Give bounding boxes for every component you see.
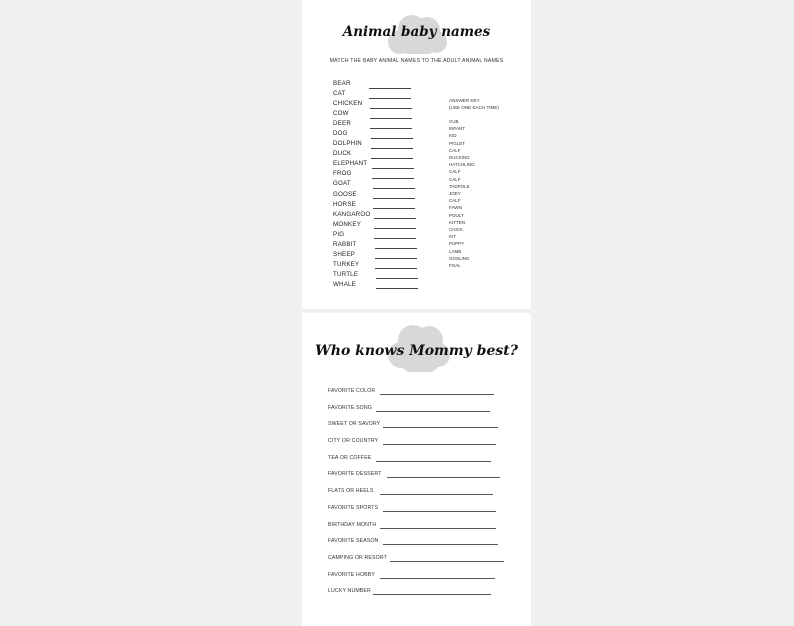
who-knows-mommy-best-sheet: [302, 313, 531, 626]
answer-key-item: KITTEN: [449, 219, 466, 225]
answer-blank: [372, 178, 414, 179]
answer-key: [449, 97, 524, 269]
question-label: FAVORITE SEASON: [328, 538, 379, 545]
answer-key-item: KID: [449, 133, 457, 139]
animal-row: [333, 281, 433, 291]
animal-row: [333, 191, 433, 201]
answer-blank: [383, 427, 498, 428]
animal-name: GOAT: [333, 180, 351, 188]
question-row: [328, 405, 528, 422]
animal-name: GOOSE: [333, 190, 357, 198]
animal-name: CAT: [333, 90, 346, 98]
answer-key-heading: ANSWER KEY: [449, 98, 480, 103]
animal-row: [333, 201, 433, 211]
answer-blank: [380, 528, 496, 529]
answer-key-item: FOAL: [449, 263, 461, 269]
question-row: [328, 538, 528, 555]
question-label: FAVORITE HOBBY: [328, 571, 375, 578]
answer-blank: [376, 278, 418, 279]
animal-row: [333, 130, 433, 140]
answer-key-item: HATCHLING: [449, 162, 475, 168]
instructions: MATCH THE BABY ANIMAL NAMES TO THE ADULT ANIMAL NAMES: [329, 58, 504, 64]
question-label: SWEET OR SAVORY: [328, 421, 381, 428]
animal-row: [333, 231, 433, 241]
answer-key-item: JOEY: [449, 191, 461, 197]
answer-blank: [371, 158, 413, 159]
answer-blank: [369, 98, 411, 99]
answer-blank: [373, 198, 415, 199]
question-label: CAMPING OR RESORT: [328, 554, 387, 561]
answer-key-item: LAMB: [449, 248, 462, 254]
question-row: [328, 421, 528, 438]
answer-key-item: PUPPY: [449, 241, 465, 247]
animal-row: [333, 271, 433, 281]
question-row: [328, 488, 528, 505]
sheet-title: Animal baby names: [342, 24, 491, 40]
animal-row: [333, 90, 433, 100]
answer-key-item: POULT: [449, 212, 464, 218]
answer-blank: [373, 188, 415, 189]
animal-name: DOLPHIN: [333, 140, 362, 148]
question-row: [328, 572, 528, 589]
animal-name: TURTLE: [333, 270, 359, 278]
animal-row: [333, 211, 433, 221]
animal-row: [333, 100, 433, 110]
animal-row: [333, 110, 433, 120]
answer-key-item: KIT: [449, 234, 457, 240]
question-label: FAVORITE SONG: [328, 404, 372, 411]
animal-row: [333, 160, 433, 170]
question-label: BIRTHDAY MONTH: [328, 521, 377, 528]
animal-row: [333, 241, 433, 251]
animal-row: [333, 221, 433, 231]
animal-name: BEAR: [333, 80, 351, 87]
animal-row: [333, 80, 433, 90]
answer-blank: [370, 118, 412, 119]
animal-name: KANGAROO: [333, 210, 371, 218]
animal-name: FROG: [333, 170, 352, 178]
animal-list: [333, 80, 433, 291]
animal-name: SHEEP: [333, 250, 355, 258]
question-list: [328, 388, 528, 605]
answer-blank: [369, 88, 411, 89]
animal-name: TURKEY: [333, 260, 360, 268]
answer-key-item: PIGLET: [449, 140, 466, 146]
answer-blank: [375, 268, 417, 269]
answer-key-item: CALF: [449, 176, 461, 182]
animal-name: DOG: [333, 130, 348, 138]
answer-key-item: CUB: [449, 119, 459, 124]
answer-blank: [370, 108, 412, 109]
animal-row: [333, 140, 433, 150]
question-label: FAVORITE SPORTS: [328, 504, 379, 511]
answer-blank: [380, 494, 493, 495]
animal-name: DUCK: [333, 150, 352, 158]
question-row: [328, 455, 528, 472]
answer-key-item: INFANT: [449, 126, 466, 132]
animal-row: [333, 150, 433, 160]
answer-key-item: CALF: [449, 198, 461, 204]
question-label: FAVORITE COLOR: [328, 388, 376, 394]
question-label: TEA OR COFFEE: [328, 454, 372, 461]
answer-key-item: FAWN: [449, 205, 462, 211]
answer-blank: [372, 168, 414, 169]
question-row: [328, 438, 528, 455]
answer-blank: [387, 477, 500, 478]
answer-blank: [376, 461, 491, 462]
question-label: CITY OR COUNTRY: [328, 438, 379, 445]
question-row: [328, 588, 528, 605]
answer-blank: [371, 148, 413, 149]
answer-blank: [380, 578, 495, 579]
question-row: [328, 505, 528, 522]
animal-name: HORSE: [333, 200, 357, 208]
answer-key-item: CALF: [449, 169, 461, 175]
animal-row: [333, 251, 433, 261]
answer-key-note: (USE ONE EACH TIME): [449, 105, 499, 110]
animal-name: ELEPHANT: [333, 160, 368, 168]
answer-blank: [390, 561, 504, 562]
animal-name: DEER: [333, 120, 351, 128]
answer-blank: [375, 258, 417, 259]
animal-name: CHICKEN: [333, 100, 363, 108]
animal-row: [333, 170, 433, 180]
animal-row: [333, 261, 433, 271]
question-label: LUCKY NUMBER: [328, 588, 371, 595]
answer-key-item: TADPOLE: [449, 183, 470, 189]
animal-name: COW: [333, 110, 349, 118]
question-row: [328, 471, 528, 488]
animal-baby-names-sheet: [302, 0, 531, 309]
answer-key-list: [449, 118, 524, 269]
question-row: [328, 388, 528, 405]
answer-blank: [371, 138, 413, 139]
answer-blank: [374, 218, 416, 219]
question-label: FAVORITE DESSERT: [328, 471, 382, 478]
answer-blank: [380, 394, 494, 395]
answer-blank: [383, 511, 496, 512]
answer-blank: [383, 544, 498, 545]
animal-name: PIG: [333, 230, 345, 238]
sheet-title: Who knows Mommy best?: [315, 343, 518, 359]
question-row: [328, 555, 528, 572]
answer-blank: [374, 228, 416, 229]
answer-key-item: DUCKING: [449, 155, 470, 161]
answer-blank: [373, 594, 491, 595]
answer-blank: [370, 128, 412, 129]
answer-key-item: CHICK: [449, 227, 464, 233]
answer-blank: [373, 208, 415, 209]
answer-key-item: GOSLING: [449, 255, 470, 261]
animal-name: MONKEY: [333, 220, 362, 228]
answer-blank: [375, 248, 417, 249]
question-row: [328, 522, 528, 539]
animal-row: [333, 180, 433, 190]
animal-name: RABBIT: [333, 240, 357, 248]
answer-blank: [376, 411, 490, 412]
animal-row: [333, 120, 433, 130]
answer-blank: [376, 288, 418, 289]
answer-blank: [374, 238, 416, 239]
answer-key-item: CALF: [449, 147, 461, 153]
animal-name: WHALE: [333, 280, 357, 288]
question-label: FLATS OR HEELS: [328, 488, 374, 495]
answer-blank: [383, 444, 496, 445]
